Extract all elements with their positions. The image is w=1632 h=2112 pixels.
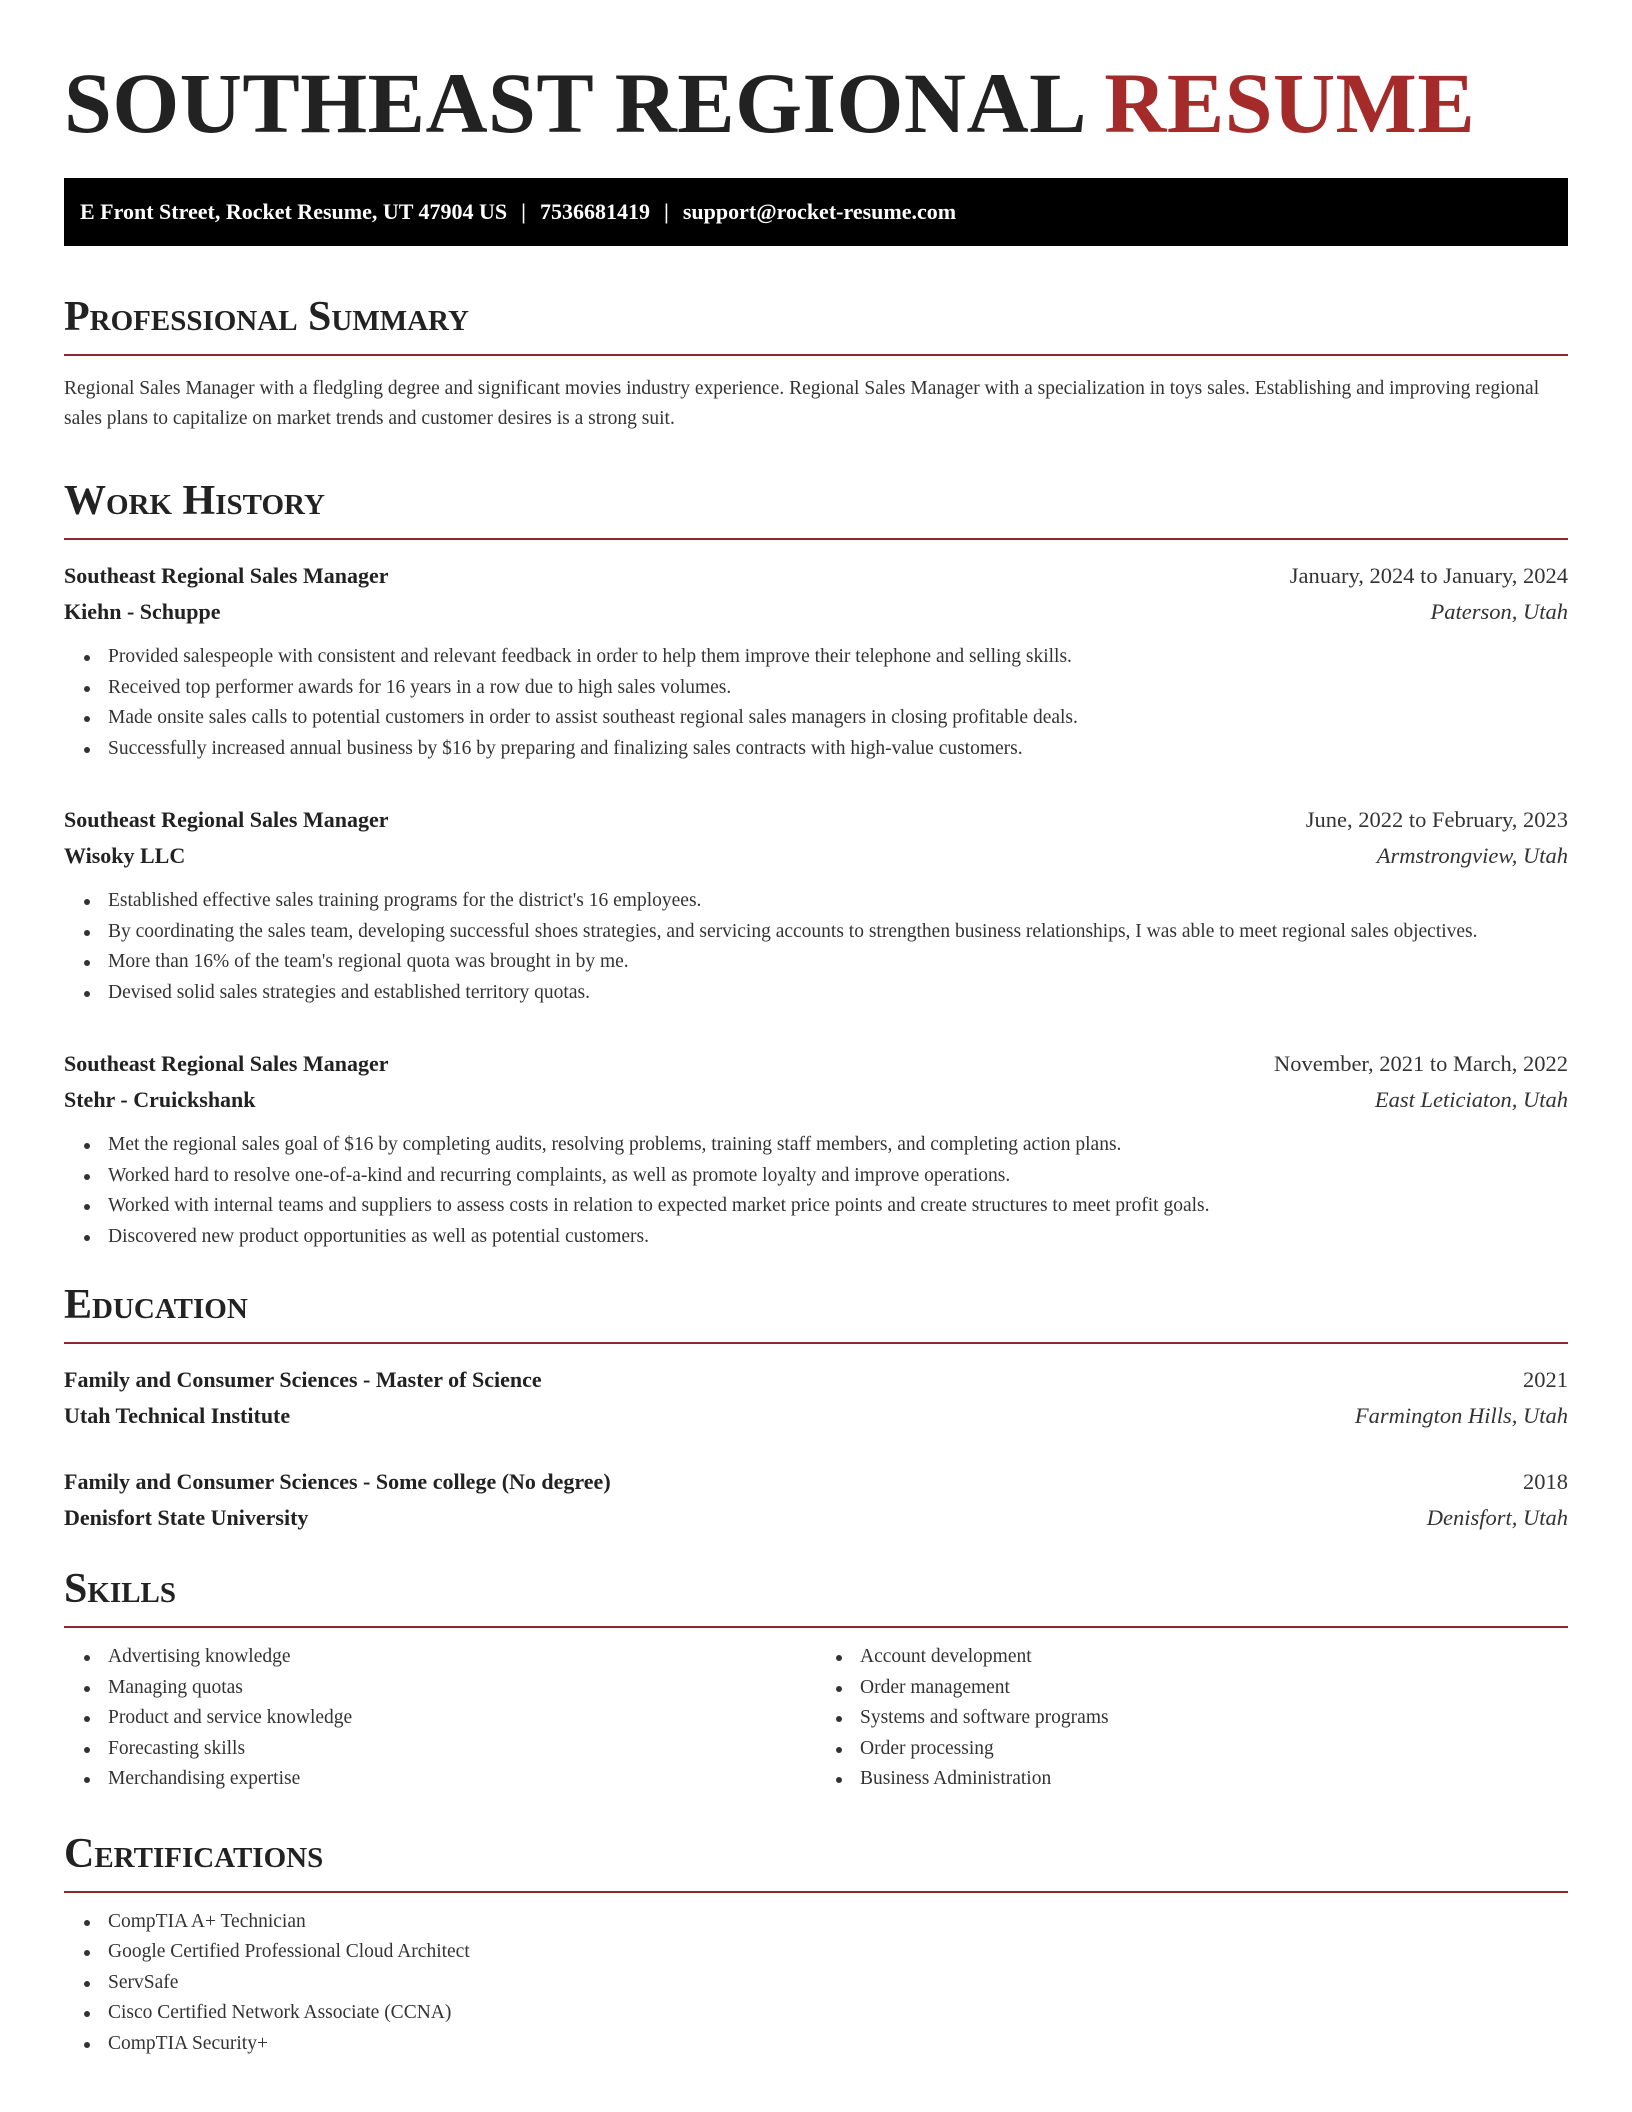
education-school: Denisfort State University <box>64 1505 309 1530</box>
contact-separator: | <box>664 199 669 224</box>
education-location: Farmington Hills, Utah <box>1354 1403 1568 1428</box>
section-title-work-history: Work History <box>64 476 1568 540</box>
job-dates: January, 2024 to January, 2024 <box>1289 563 1568 588</box>
job-bullet: Successfully increased annual business by $16 by preparing and finalizing sales contracts with high-value customers. <box>108 734 1568 765</box>
certification-item: Cisco Certified Network Associate (CCNA) <box>108 1998 1568 2029</box>
education-year: 2018 <box>1523 1469 1568 1494</box>
section-title-summary: Professional Summary <box>64 292 1568 356</box>
certification-item: CompTIA Security+ <box>108 2029 1568 2060</box>
job-company: Wisoky LLC <box>64 843 186 868</box>
job-bullet: Discovered new product opportunities as well as potential customers. <box>108 1222 1568 1253</box>
summary-text: Regional Sales Manager with a fledgling degree and significant movies industry experience. Regional Sales Manager with a specialization in toys sales. Establishing and improving regional sales plans to capitalize on market trends and customer desires is a strong suit. <box>64 378 1540 429</box>
job-bullet: Received top performer awards for 16 years in a row due to high sales volumes. <box>108 673 1568 704</box>
certification-item: Google Certified Professional Cloud Architect <box>108 1937 1568 1968</box>
contact-address: E Front Street, Rocket Resume, UT 47904 US <box>80 199 508 224</box>
job-location: East Leticiaton, Utah <box>1374 1087 1568 1112</box>
skill-item: Forecasting skills <box>108 1734 816 1765</box>
job-location: Paterson, Utah <box>1430 599 1568 624</box>
resume-title-main: SOUTHEAST REGIONAL <box>64 55 1083 151</box>
education-section <box>64 1280 1568 1536</box>
resume-title-accent: RESUME <box>1104 55 1476 151</box>
job-bullet: Worked with internal teams and suppliers to assess costs in relation to expected market price points and create structures to meet profit goals. <box>108 1191 1568 1222</box>
job-company: Stehr - Cruickshank <box>64 1087 256 1112</box>
skills-section <box>64 1564 1568 1795</box>
job-bullet: Worked hard to resolve one-of-a-kind and recurring complaints, as well as promote loyalty and improve operations. <box>108 1161 1568 1192</box>
job-bullets <box>64 1130 1568 1252</box>
job-dates: November, 2021 to March, 2022 <box>1273 1051 1568 1076</box>
job-bullets <box>64 642 1568 764</box>
job-bullets <box>64 886 1568 1008</box>
job-role: Southeast Regional Sales Manager <box>64 563 389 588</box>
contact-bar <box>64 178 1568 246</box>
education-location: Denisfort, Utah <box>1426 1505 1568 1530</box>
education-year: 2021 <box>1523 1367 1568 1392</box>
skill-item: Systems and software programs <box>860 1703 1568 1734</box>
job-company: Kiehn - Schuppe <box>64 599 221 624</box>
resume-title <box>64 48 1568 158</box>
skill-item: Product and service knowledge <box>108 1703 816 1734</box>
section-title-education: Education <box>64 1280 1568 1344</box>
skills-grid <box>64 1642 1568 1795</box>
job-bullet: Devised solid sales strategies and established territory quotas. <box>108 978 1568 1009</box>
skill-item: Advertising knowledge <box>108 1642 816 1673</box>
education-entry <box>64 1464 1568 1536</box>
job-bullet: More than 16% of the team's regional quota was brought in by me. <box>108 947 1568 978</box>
education-school: Utah Technical Institute <box>64 1403 291 1428</box>
contact-separator: | <box>521 199 526 224</box>
skill-item: Managing quotas <box>108 1673 816 1704</box>
summary-section <box>64 292 1568 434</box>
certifications-section <box>64 1829 1568 2060</box>
skill-item: Account development <box>860 1642 1568 1673</box>
skills-column-left <box>64 1642 816 1795</box>
job-location: Armstrongview, Utah <box>1376 843 1568 868</box>
certification-item: CompTIA A+ Technician <box>108 1907 1568 1938</box>
job-role: Southeast Regional Sales Manager <box>64 807 389 832</box>
work-history-section <box>64 476 1568 1252</box>
skills-list-right <box>816 1642 1568 1795</box>
contact-phone: 7536681419 <box>540 199 650 224</box>
job-bullet: Met the regional sales goal of $16 by completing audits, resolving problems, training staff members, and completing action plans. <box>108 1130 1568 1161</box>
skill-item: Merchandising expertise <box>108 1764 816 1795</box>
skill-item: Business Administration <box>860 1764 1568 1795</box>
skill-item: Order processing <box>860 1734 1568 1765</box>
education-degree: Family and Consumer Sciences - Master of Science <box>64 1367 542 1392</box>
job-entry <box>64 1046 1568 1252</box>
job-bullet: Provided salespeople with consistent and relevant feedback in order to help them improve their telephone and selling skills. <box>108 642 1568 673</box>
education-degree: Family and Consumer Sciences - Some college (No degree) <box>64 1469 611 1494</box>
job-role: Southeast Regional Sales Manager <box>64 1051 389 1076</box>
job-bullet: Made onsite sales calls to potential customers in order to assist southeast regional sales managers in closing profitable deals. <box>108 703 1568 734</box>
job-entry <box>64 558 1568 764</box>
job-entry <box>64 802 1568 1008</box>
job-bullet: Established effective sales training programs for the district's 16 employees. <box>108 886 1568 917</box>
skill-item: Order management <box>860 1673 1568 1704</box>
skills-column-right <box>816 1642 1568 1795</box>
education-entry <box>64 1362 1568 1434</box>
certifications-list <box>64 1907 1568 2060</box>
section-title-certifications: Certifications <box>64 1829 1568 1893</box>
skills-list-left <box>64 1642 816 1795</box>
job-dates: June, 2022 to February, 2023 <box>1305 807 1568 832</box>
contact-email: support@rocket-resume.com <box>682 199 957 224</box>
certification-item: ServSafe <box>108 1968 1568 1999</box>
section-title-skills: Skills <box>64 1564 1568 1628</box>
job-bullet: By coordinating the sales team, developing successful shoes strategies, and servicing accounts to strengthen business relationships, I was able to meet regional sales objectives. <box>108 917 1568 948</box>
